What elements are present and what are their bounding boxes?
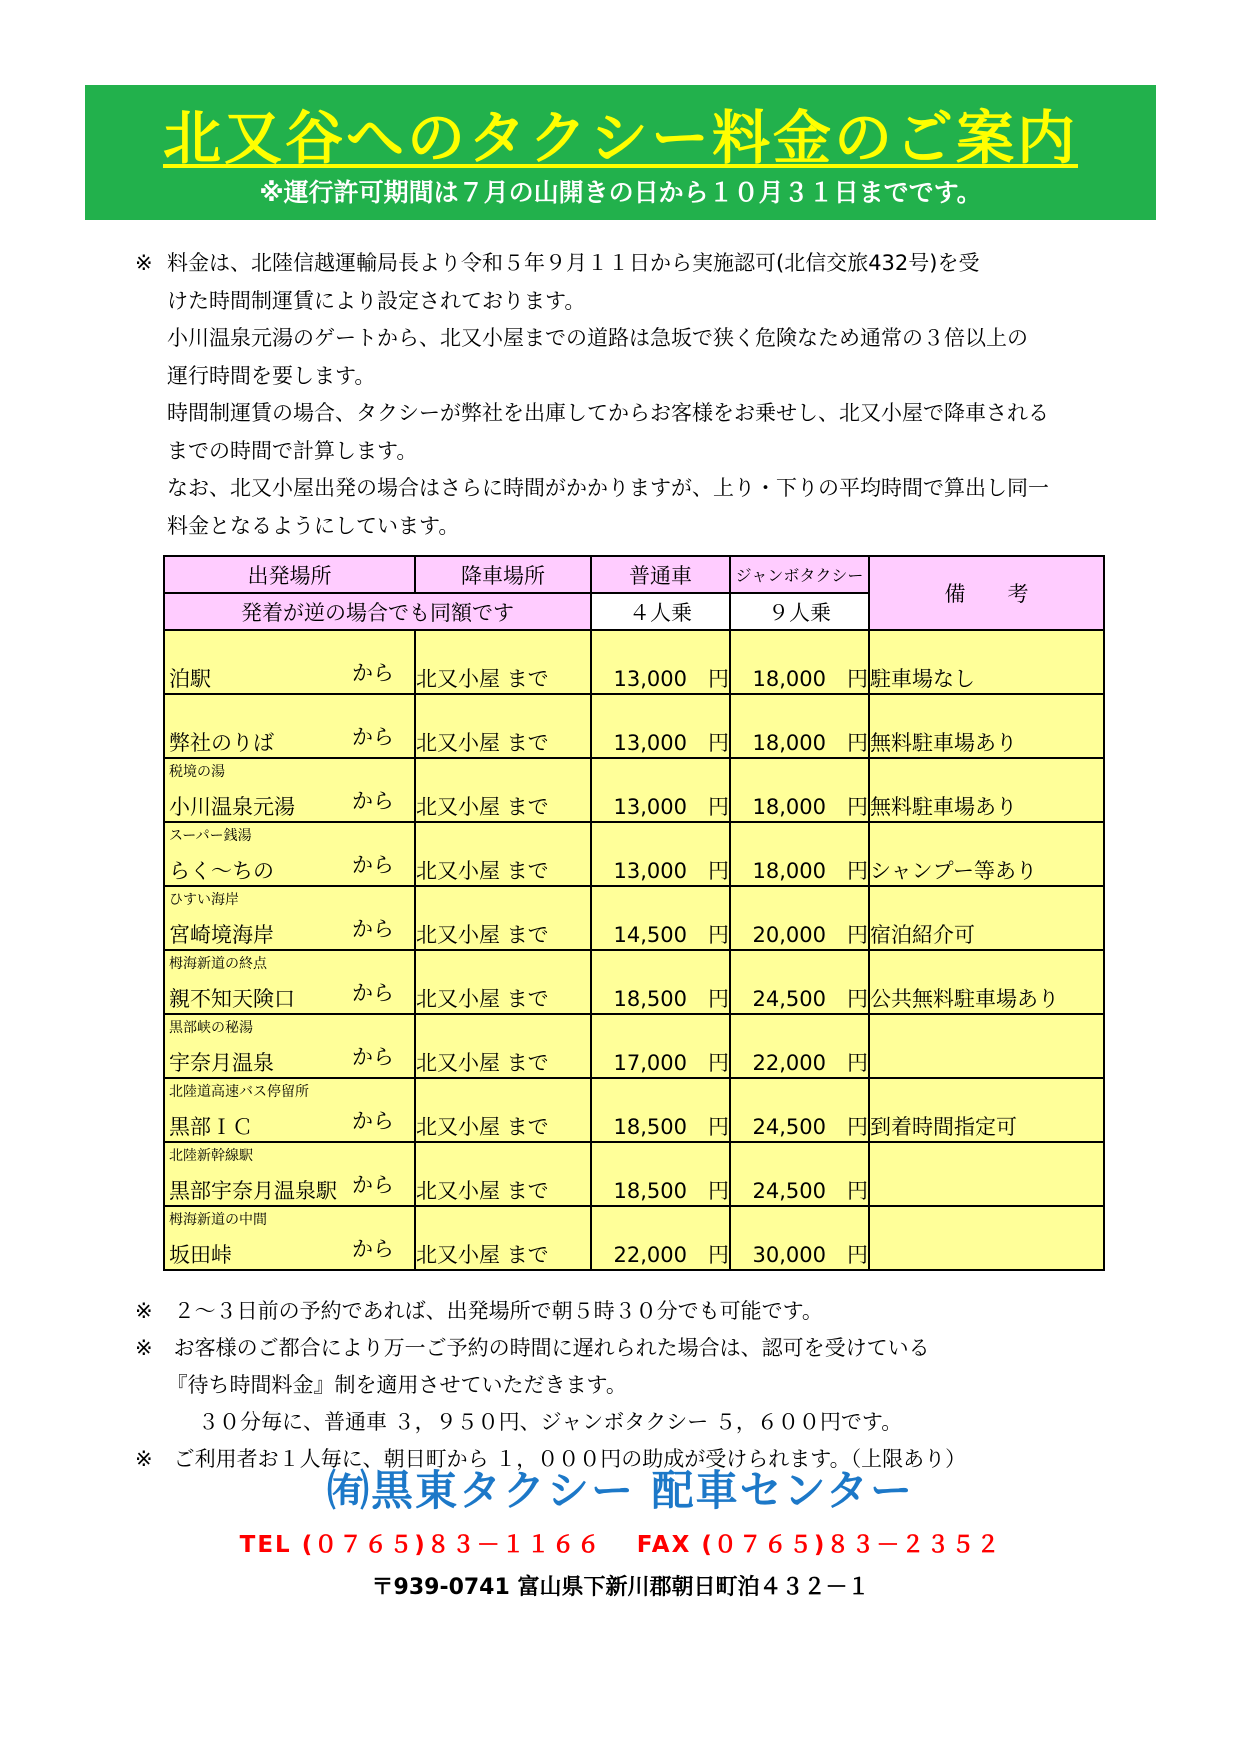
departure-subtitle: 税境の湯 — [169, 764, 225, 780]
arrival-cell: 北又小屋 まで — [415, 630, 591, 694]
remarks-cell: 公共無料駐車場あり — [869, 950, 1104, 1014]
arrival-cell: 北又小屋 まで — [415, 1206, 591, 1270]
from-label: から — [352, 1173, 394, 1197]
fare-row — [164, 886, 1104, 950]
jumbo-fare: 20,000 円 — [730, 886, 869, 950]
arrival-cell: 北又小屋 まで — [415, 822, 591, 886]
jumbo-fare: 22,000 円 — [730, 1014, 869, 1078]
departure-cell — [164, 886, 415, 950]
arrival-cell: 北又小屋 まで — [415, 1142, 591, 1206]
intro-line: までの時間で計算します。 — [167, 438, 418, 463]
departure-place: 弊社のりば — [169, 731, 274, 755]
from-label: から — [352, 853, 394, 877]
title-banner — [85, 85, 1156, 220]
arrival-cell: 北又小屋 まで — [415, 950, 591, 1014]
address: 〒939-0741 富山県下新川郡朝日町泊４３２－１ — [371, 1575, 870, 1600]
intro-line: なお、北又小屋出発の場合はさらに時間がかかりますが、上り・下りの平均時間で算出し同一 — [167, 476, 1049, 500]
intro-line: 料金は、北陸信越運輸局長より令和５年９月１１日から実施認可(北信交旅432号)を受 — [167, 251, 980, 275]
departure-cell — [164, 694, 415, 758]
intro-line: けた時間制運賃により設定されております。 — [167, 288, 586, 313]
header-arrival: 降車場所 — [415, 556, 591, 593]
from-label: から — [352, 725, 394, 749]
note-line: ３０分毎に、普通車 ３，９５０円、ジャンボタクシー ５，６００円です。 — [135, 1410, 903, 1434]
departure-place: 親不知天険口 — [169, 987, 295, 1011]
arrival-cell: 北又小屋 まで — [415, 886, 591, 950]
regular-fare: 13,000 円 — [591, 758, 730, 822]
regular-fare: 14,500 円 — [591, 886, 730, 950]
departure-cell — [164, 1206, 415, 1270]
jumbo-fare: 18,000 円 — [730, 758, 869, 822]
arrival-cell: 北又小屋 まで — [415, 694, 591, 758]
from-label: から — [352, 1045, 394, 1069]
regular-fare: 18,500 円 — [591, 1078, 730, 1142]
phone-fax: TEL (０７６５)８３－１１６６ FAX (０７６５)８３－２３５２ — [239, 1532, 1002, 1558]
remarks-cell — [869, 1206, 1104, 1270]
note-line: 『待ち時間料金』制を適用させていただきます。 — [135, 1373, 627, 1397]
departure-subtitle: 栂海新道の中間 — [169, 1212, 267, 1228]
departure-place: 小川温泉元湯 — [169, 795, 295, 819]
header-regular: 普通車 — [591, 556, 730, 593]
from-label: から — [352, 981, 394, 1005]
intro-line: 運行時間を要します。 — [167, 363, 376, 388]
departure-subtitle: 黒部峡の秘湯 — [169, 1020, 253, 1036]
regular-fare: 22,000 円 — [591, 1206, 730, 1270]
departure-cell — [164, 822, 415, 886]
note-line: ※ ご利用者お１人毎に、朝日町から １，０００円の助成が受けられます。（上限あり） — [135, 1447, 967, 1471]
remarks-cell: 無料駐車場あり — [869, 694, 1104, 758]
arrival-cell: 北又小屋 まで — [415, 1078, 591, 1142]
arrival-cell: 北又小屋 まで — [415, 758, 591, 822]
departure-cell — [164, 1078, 415, 1142]
fare-row — [164, 758, 1104, 822]
regular-fare: 18,500 円 — [591, 950, 730, 1014]
departure-subtitle: 北陸道高速バス停留所 — [169, 1084, 309, 1100]
departure-place: 黒部宇奈月温泉駅 — [169, 1179, 337, 1203]
jumbo-fare: 18,000 円 — [730, 694, 869, 758]
intro-line: 時間制運賃の場合、タクシーが弊社を出庫してからお客様をお乗せし、北又小屋で降車される — [167, 401, 1049, 425]
fare-row — [164, 1142, 1104, 1206]
header-jumbo-capacity: ９人乗 — [730, 593, 869, 630]
fare-row — [164, 1206, 1104, 1270]
departure-place: 坂田峠 — [169, 1243, 232, 1267]
fare-table — [163, 555, 1105, 1271]
jumbo-fare: 30,000 円 — [730, 1206, 869, 1270]
departure-cell — [164, 1014, 415, 1078]
departure-place: 宇奈月温泉 — [169, 1051, 274, 1075]
fare-row — [164, 1014, 1104, 1078]
departure-subtitle: ひすい海岸 — [169, 892, 239, 908]
departure-subtitle: 栂海新道の終点 — [169, 956, 267, 972]
from-label: から — [352, 789, 394, 813]
departure-cell — [164, 1142, 415, 1206]
jumbo-fare: 24,500 円 — [730, 1142, 869, 1206]
regular-fare: 13,000 円 — [591, 694, 730, 758]
departure-place: 泊駅 — [169, 667, 211, 691]
header-same-fare-note: 発着が逆の場合でも同額です — [164, 593, 591, 630]
regular-fare: 18,500 円 — [591, 1142, 730, 1206]
fare-row — [164, 630, 1104, 694]
intro-line: 料金となるようにしています。 — [167, 513, 460, 538]
from-label: から — [352, 1109, 394, 1133]
remarks-cell — [869, 1142, 1104, 1206]
from-label: から — [352, 917, 394, 941]
company-name: ㈲黒東タクシー 配車センター — [327, 1466, 914, 1515]
departure-place: 黒部ＩＣ — [169, 1115, 253, 1139]
departure-place: 宮崎境海岸 — [169, 923, 274, 947]
intro-line: 小川温泉元湯のゲートから、北又小屋までの道路は急坂で狭く危険なため通常の３倍以上の — [167, 326, 1028, 350]
arrival-cell: 北又小屋 まで — [415, 1014, 591, 1078]
page-subtitle: ※運行許可期間は７月の山開きの日から１０月３１日までです。 — [259, 178, 982, 207]
header-jumbo: ジャンボタクシー — [730, 556, 869, 593]
departure-cell — [164, 950, 415, 1014]
remarks-cell — [869, 1014, 1104, 1078]
remarks-cell: シャンプー等あり — [869, 822, 1104, 886]
jumbo-fare: 18,000 円 — [730, 822, 869, 886]
note-line: ※ ２～３日前の予約であれば、出発場所で朝５時３０分でも可能です。 — [135, 1299, 823, 1323]
fare-row — [164, 1078, 1104, 1142]
departure-subtitle: スーパー銭湯 — [169, 828, 252, 844]
header-regular-capacity: ４人乗 — [591, 593, 730, 630]
jumbo-fare: 24,500 円 — [730, 1078, 869, 1142]
remarks-cell: 駐車場なし — [869, 630, 1104, 694]
header-departure: 出発場所 — [164, 556, 415, 593]
note-mark: ※ — [135, 251, 153, 275]
departure-cell — [164, 758, 415, 822]
jumbo-fare: 18,000 円 — [730, 630, 869, 694]
note-line: ※ お客様のご都合により万一ご予約の時間に遅れられた場合は、認可を受けている — [135, 1336, 930, 1360]
intro-text — [135, 245, 1095, 545]
fare-row — [164, 694, 1104, 758]
fare-row — [164, 950, 1104, 1014]
header-remarks: 備 考 — [869, 556, 1104, 630]
remarks-cell: 到着時間指定可 — [869, 1078, 1104, 1142]
from-label: から — [352, 1237, 394, 1261]
departure-place: らく～ちの — [169, 859, 274, 883]
page-title: 北又谷へのタクシー料金のご案内 — [162, 104, 1078, 172]
regular-fare: 13,000 円 — [591, 822, 730, 886]
departure-subtitle: 北陸新幹線駅 — [169, 1148, 253, 1164]
regular-fare: 17,000 円 — [591, 1014, 730, 1078]
departure-cell — [164, 630, 415, 694]
remarks-cell: 宿泊紹介可 — [869, 886, 1104, 950]
fare-row — [164, 822, 1104, 886]
from-label: から — [352, 661, 394, 685]
regular-fare: 13,000 円 — [591, 630, 730, 694]
jumbo-fare: 24,500 円 — [730, 950, 869, 1014]
notes-section — [135, 1293, 1115, 1478]
remarks-cell: 無料駐車場あり — [869, 758, 1104, 822]
